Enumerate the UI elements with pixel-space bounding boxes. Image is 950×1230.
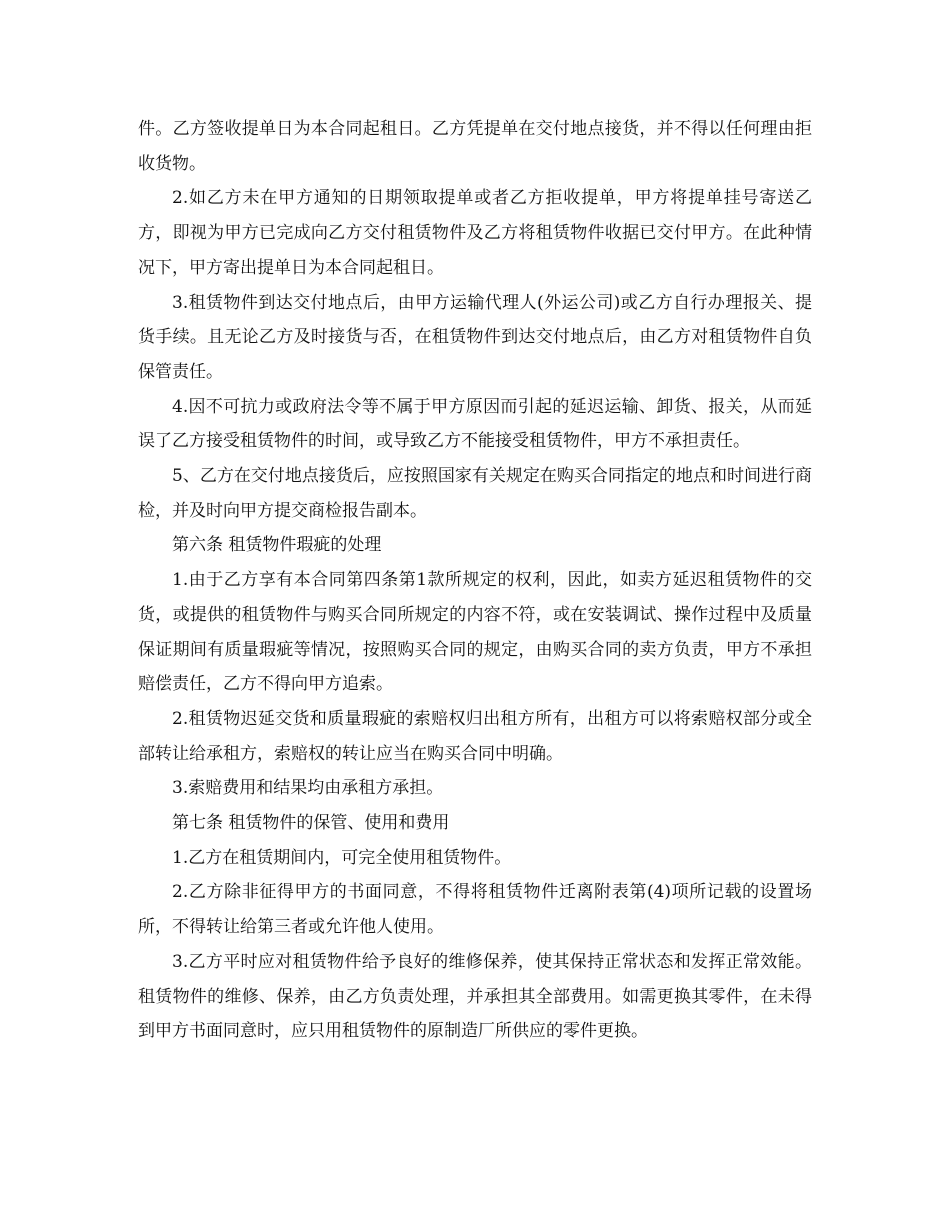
article-6-heading: 第六条 租赁物件瑕疵的处理 [172,535,382,556]
paragraph-clause-5-4: 4.因不可抗力或政府法令等不属于甲方原因而引起的延迟运输、卸货、报关，从而延误了乙方接受租赁物件的时间，或导致乙方不能接受租赁物件，甲方不承担责任。 [138,396,812,452]
paragraph-clause-6-2: 2.租赁物迟延交货和质量瑕疵的索赔权归出租方所有，出租方可以将索赔权部分或全部转让给承租方，索赔权的转让应当在购买合同中明确。 [138,708,812,764]
paragraph-clause-6-1: 1.由于乙方享有本合同第四条第1款所规定的权利，因此，如卖方延迟租赁物件的交货，或提供的租赁物件与购买合同所规定的内容不符，或在安装调试、操作过程中及质量保证期间有质量瑕疵等情况，按照购买合同的规定，由购买合同的卖方负责，甲方不承担赔偿责任，乙方不得向甲方追索。 [138,570,812,695]
paragraph-clause-6-3: 3.索赔费用和结果均由承租方承担。 [172,778,444,799]
paragraph-clause-7-3: 3.乙方平时应对租赁物件给予良好的维修保养，使其保持正常状态和发挥正常效能。租赁物件的维修、保养，由乙方负责处理，并承担其全部费用。如需更换其零件，在未得到甲方书面同意时，应只用租赁物件的原制造厂所供应的零件更换。 [138,951,812,1042]
paragraph-clause-7-2: 2.乙方除非征得甲方的书面同意，不得将租赁物件迁离附表第(4)项所记载的设置场所，不得转让给第三者或允许他人使用。 [138,882,812,938]
article-7-heading: 第七条 租赁物件的保管、使用和费用 [172,813,450,834]
document-body [138,112,812,1049]
paragraph-clause-7-1: 1.乙方在租赁期间内，可完全使用租赁物件。 [172,847,512,868]
paragraph-clause-5-2: 2.如乙方未在甲方通知的日期领取提单或者乙方拒收提单，甲方将提单挂号寄送乙方，即视为甲方已完成向乙方交付租赁物件及乙方将租赁物件收据已交付甲方。在此种情况下，甲方寄出提单日为本合同起租日。 [138,188,812,278]
paragraph-clause-5-5: 5、乙方在交付地点接货后，应按照国家有关规定在购买合同指定的地点和时间进行商检，并及时向甲方提交商检报告副本。 [138,466,812,521]
paragraph-continuation: 件。乙方签收提单日为本合同起租日。乙方凭提单在交付地点接货，并不得以任何理由拒收货物。 [138,119,812,174]
paragraph-clause-5-3: 3.租赁物件到达交付地点后，由甲方运输代理人(外运公司)或乙方自行办理报关、提货手续。且无论乙方及时接货与否，在租赁物件到达交付地点后，由乙方对租赁物件自负保管责任。 [138,292,812,382]
